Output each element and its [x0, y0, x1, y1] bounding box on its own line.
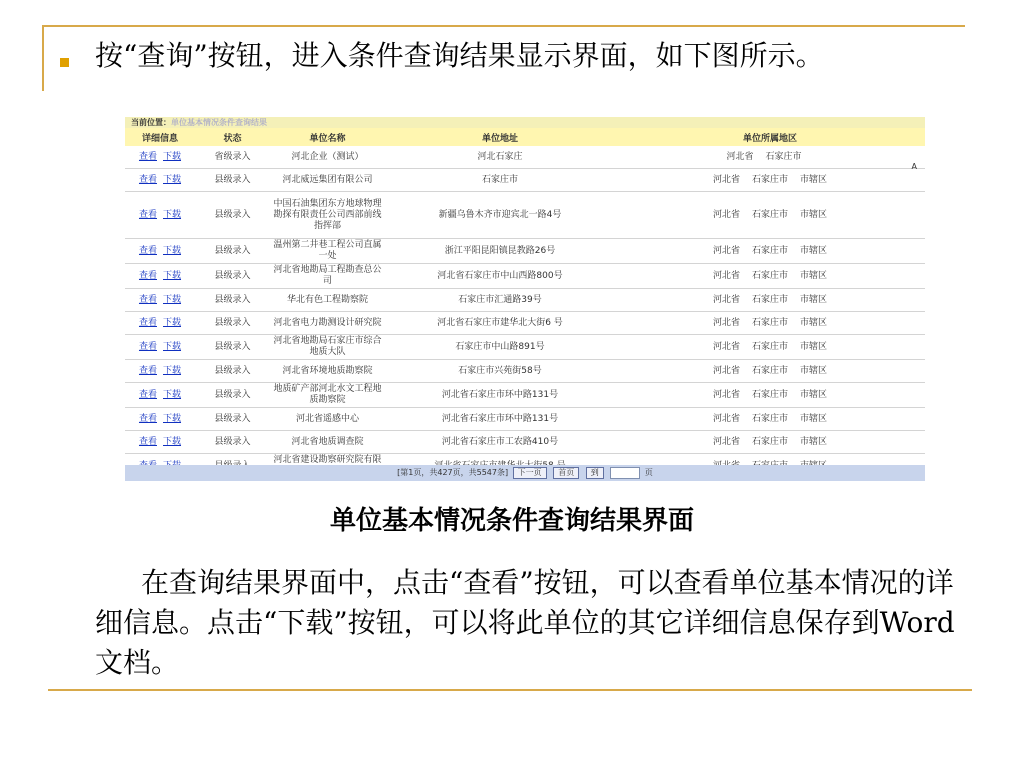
district: 市辖区 — [800, 174, 828, 185]
location-label: 当前位置： — [131, 118, 171, 127]
header-name: 单位名称 — [270, 128, 385, 146]
download-link[interactable]: 下载 — [163, 436, 182, 447]
district: 市辖区 — [800, 341, 828, 352]
figure-caption: 单位基本情况条件查询结果界面 — [329, 506, 694, 536]
unit-name-cell: 河北省电力勘测设计研究院 — [270, 312, 385, 335]
district: 市辖区 — [800, 245, 828, 256]
address-cell: 河北省石家庄市中山西路800号 — [385, 264, 615, 289]
download-link[interactable]: 下载 — [163, 270, 182, 281]
city: 石家庄市 — [751, 341, 788, 352]
status-cell: 县级录入 — [195, 312, 270, 335]
unit-name-cell: 河北省遥感中心 — [270, 408, 385, 431]
city: 石家庄市 — [765, 151, 802, 162]
table-row — [125, 408, 925, 431]
status-cell: 县级录入 — [195, 335, 270, 360]
table-row — [125, 264, 925, 289]
region-cell — [615, 239, 925, 264]
table-row — [125, 146, 925, 169]
pager-bar — [125, 465, 925, 481]
download-link[interactable]: 下载 — [163, 341, 182, 352]
district: 市辖区 — [800, 270, 828, 281]
region-cell — [615, 312, 925, 335]
bullet-square-icon — [60, 58, 69, 67]
detail-cell — [125, 169, 195, 192]
city: 石家庄市 — [751, 389, 788, 400]
address-cell: 河北石家庄 — [385, 146, 615, 169]
region-cell — [615, 360, 925, 383]
view-link[interactable]: 查看 — [138, 245, 157, 256]
district: 市辖区 — [800, 413, 828, 424]
top-divider — [42, 25, 965, 27]
address-cell: 河北省石家庄市工农路410号 — [385, 431, 615, 454]
address-cell: 河北省石家庄市环中路131号 — [385, 408, 615, 431]
unit-name-cell: 温州第二井巷工程公司直属一处 — [270, 239, 385, 264]
next-page-button[interactable]: 下一页 — [513, 467, 547, 479]
detail-cell — [125, 239, 195, 264]
query-result-screenshot — [125, 117, 925, 481]
location-bar — [125, 117, 925, 128]
address-cell: 河北省石家庄市建华北大街6 号 — [385, 312, 615, 335]
district: 市辖区 — [800, 294, 828, 305]
address-cell: 石家庄市中山路891号 — [385, 335, 615, 360]
description-paragraph: 在查询结果界面中，点击“查看”按钮，可以查看单位基本情况的详细信息。点击“下载”按钮，可以将此单位的其它详细信息保存到Word文档。 — [95, 566, 955, 679]
table-row — [125, 239, 925, 264]
view-link[interactable]: 查看 — [138, 294, 157, 305]
unit-name-cell: 中国石油集团东方地球物理勘探有限责任公司西部前线指挥部 — [270, 192, 385, 239]
province: 河北省 — [712, 174, 740, 185]
unit-name-cell: 华北有色工程勘察院 — [270, 289, 385, 312]
province: 河北省 — [712, 341, 740, 352]
region-cell — [615, 192, 925, 239]
scroll-marker: A — [911, 162, 917, 171]
address-cell: 石家庄市 — [385, 169, 615, 192]
table-row — [125, 192, 925, 239]
region-cell — [615, 289, 925, 312]
detail-cell — [125, 312, 195, 335]
unit-name-cell: 河北省环境地质勘察院 — [270, 360, 385, 383]
pager-info: [第1页，共427页，共5547条] — [397, 468, 509, 477]
table-row — [125, 312, 925, 335]
region-cell — [615, 169, 925, 192]
status-cell: 县级录入 — [195, 431, 270, 454]
address-cell: 浙江平阳昆阳镇昆教路26号 — [385, 239, 615, 264]
detail-cell — [125, 335, 195, 360]
district: 市辖区 — [800, 317, 828, 328]
unit-name-cell: 地质矿产部河北水文工程地质勘察院 — [270, 383, 385, 408]
result-table — [125, 128, 925, 479]
download-link[interactable]: 下载 — [163, 151, 182, 162]
region-cell — [615, 431, 925, 454]
district: 市辖区 — [800, 436, 828, 447]
download-link[interactable]: 下载 — [163, 365, 182, 376]
city: 石家庄市 — [751, 413, 788, 424]
view-link[interactable]: 查看 — [138, 151, 157, 162]
region-cell — [615, 146, 925, 169]
table-row — [125, 360, 925, 383]
province: 河北省 — [712, 317, 740, 328]
detail-cell — [125, 192, 195, 239]
unit-name-cell: 河北企业（测试） — [270, 146, 385, 169]
location-path: 单位基本情况条件查询结果 — [171, 118, 267, 127]
address-cell: 石家庄市汇通路39号 — [385, 289, 615, 312]
city: 石家庄市 — [751, 174, 788, 185]
status-cell: 县级录入 — [195, 383, 270, 408]
status-cell: 县级录入 — [195, 239, 270, 264]
view-link[interactable]: 查看 — [138, 365, 157, 376]
province: 河北省 — [712, 436, 740, 447]
table-row — [125, 289, 925, 312]
detail-cell — [125, 360, 195, 383]
district: 市辖区 — [800, 389, 828, 400]
unit-name-cell: 河北省建设勘察研究院有限 — [270, 454, 385, 479]
status-cell: 县级录入 — [195, 264, 270, 289]
region-cell — [615, 383, 925, 408]
detail-cell — [125, 146, 195, 169]
view-link[interactable]: 查看 — [138, 270, 157, 281]
province: 河北省 — [712, 245, 740, 256]
page-unit-label: 页 — [644, 468, 653, 477]
unit-name-cell: 河北省地质调查院 — [270, 431, 385, 454]
status-cell: 县级录入 — [195, 169, 270, 192]
city: 石家庄市 — [751, 209, 788, 220]
view-link[interactable]: 查看 — [138, 209, 157, 220]
download-link[interactable]: 下载 — [163, 413, 182, 424]
detail-cell — [125, 264, 195, 289]
region-cell — [615, 264, 925, 289]
status-cell: 县级录入 — [195, 360, 270, 383]
download-link[interactable]: 下载 — [163, 245, 182, 256]
province: 河北省 — [712, 365, 740, 376]
first-page-button[interactable]: 首页 — [553, 467, 579, 479]
header-status: 状态 — [195, 128, 270, 146]
page-number-input[interactable] — [610, 467, 640, 479]
view-link[interactable]: 查看 — [138, 413, 157, 424]
province: 河北省 — [712, 209, 740, 220]
status-cell: 省级录入 — [195, 146, 270, 169]
address-cell: 石家庄市兴苑街58号 — [385, 360, 615, 383]
province: 河北省 — [712, 413, 740, 424]
download-link[interactable]: 下载 — [163, 174, 182, 185]
goto-page-button[interactable]: 到 — [586, 467, 604, 479]
view-link[interactable]: 查看 — [138, 389, 157, 400]
status-cell: 县级录入 — [195, 192, 270, 239]
detail-cell — [125, 431, 195, 454]
download-link[interactable]: 下载 — [163, 294, 182, 305]
view-link[interactable]: 查看 — [138, 317, 157, 328]
left-divider — [42, 25, 44, 91]
unit-name-cell: 河北省地勘局工程勘查总公司 — [270, 264, 385, 289]
table-row — [125, 431, 925, 454]
download-link[interactable]: 下载 — [163, 317, 182, 328]
city: 石家庄市 — [751, 245, 788, 256]
region-cell — [615, 335, 925, 360]
view-link[interactable]: 查看 — [138, 341, 157, 352]
province: 河北省 — [726, 151, 754, 162]
header-region: 单位所属地区 — [615, 128, 925, 146]
city: 石家庄市 — [751, 436, 788, 447]
unit-name-cell: 河北威远集团有限公司 — [270, 169, 385, 192]
table-row — [125, 383, 925, 408]
bullet-text: 按“查询”按钮，进入条件查询结果显示界面，如下图所示。 — [95, 39, 824, 72]
header-address: 单位地址 — [385, 128, 615, 146]
address-cell: 新疆乌鲁木齐市迎宾北一路4号 — [385, 192, 615, 239]
download-link[interactable]: 下载 — [163, 389, 182, 400]
table-row — [125, 335, 925, 360]
table-row — [125, 169, 925, 192]
city: 石家庄市 — [751, 365, 788, 376]
header-detail: 详细信息 — [125, 128, 195, 146]
district: 市辖区 — [800, 365, 828, 376]
address-cell: 河北省石家庄市环中路131号 — [385, 383, 615, 408]
province: 河北省 — [712, 389, 740, 400]
status-cell: 县级录入 — [195, 408, 270, 431]
district: 市辖区 — [800, 209, 828, 220]
table-header-row — [125, 128, 925, 146]
view-link[interactable]: 查看 — [138, 436, 157, 447]
detail-cell — [125, 289, 195, 312]
detail-cell — [125, 408, 195, 431]
download-link[interactable]: 下载 — [163, 209, 182, 220]
status-cell: 县级录入 — [195, 289, 270, 312]
city: 石家庄市 — [751, 317, 788, 328]
city: 石家庄市 — [751, 294, 788, 305]
unit-name-cell: 河北省地勘局石家庄市综合地质大队 — [270, 335, 385, 360]
province: 河北省 — [712, 270, 740, 281]
detail-cell — [125, 383, 195, 408]
region-cell — [615, 408, 925, 431]
province: 河北省 — [712, 294, 740, 305]
bottom-divider — [48, 689, 972, 691]
city: 石家庄市 — [751, 270, 788, 281]
view-link[interactable]: 查看 — [138, 174, 157, 185]
